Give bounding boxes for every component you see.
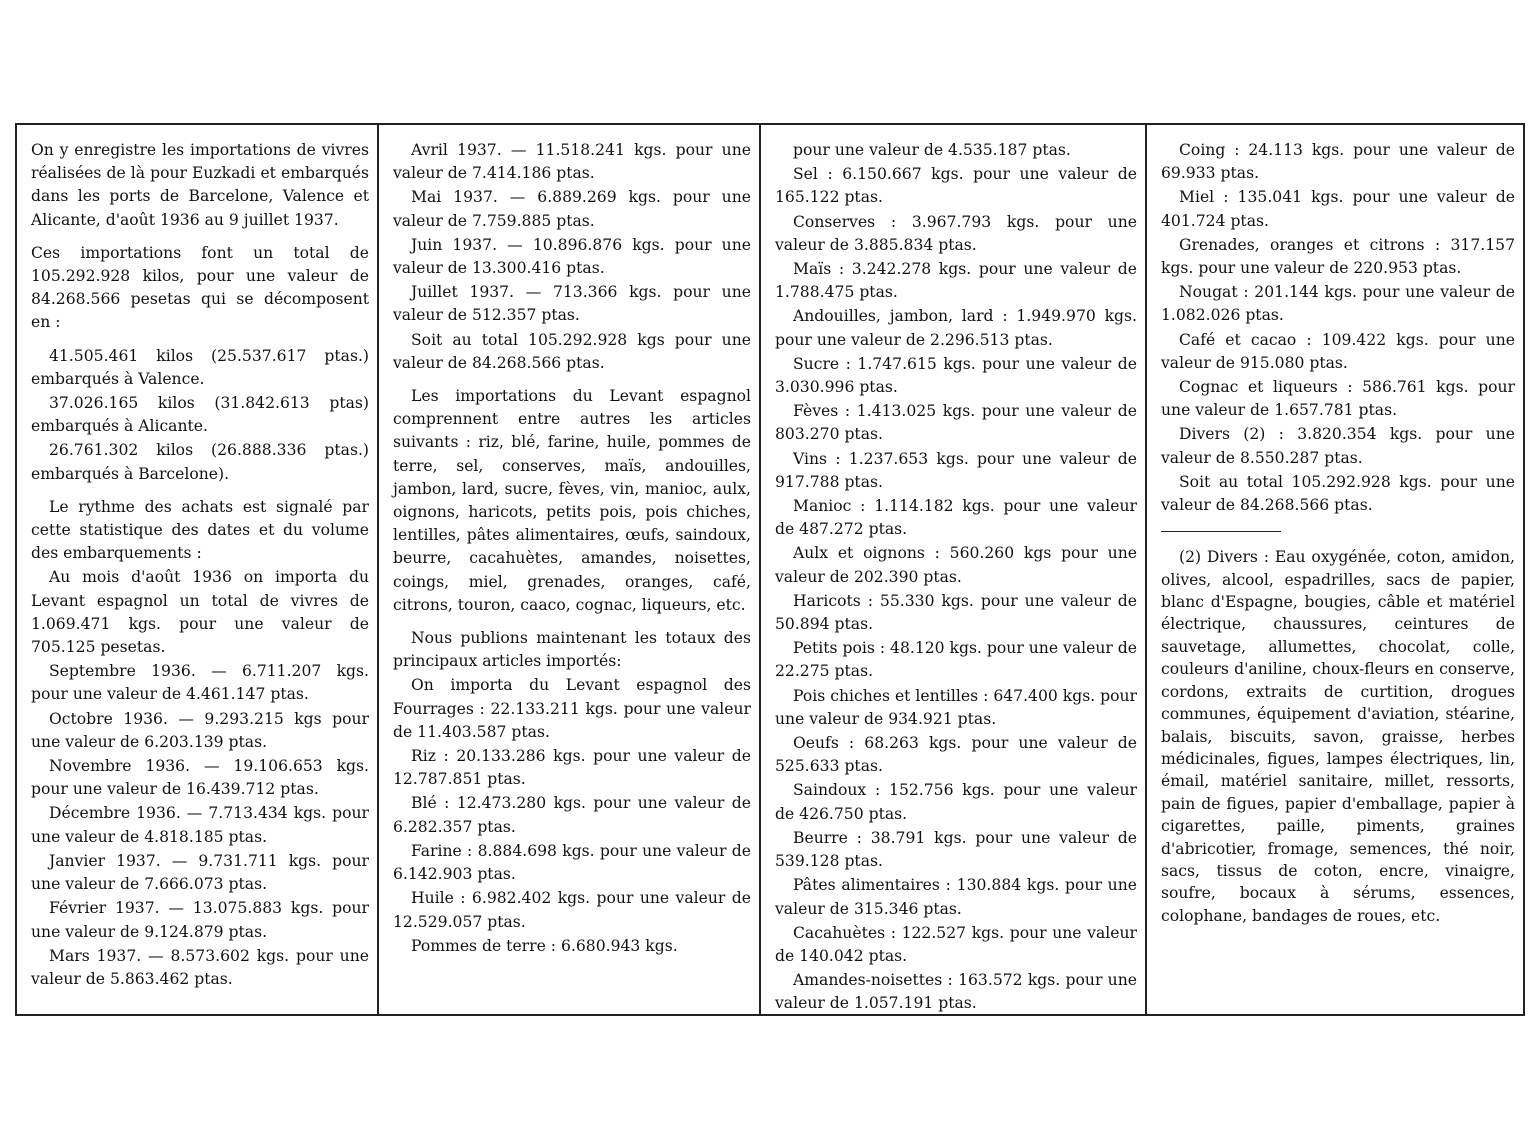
- paragraph: 37.026.165 kilos (31.842.613 ptas) embarqués à Alicante.: [31, 394, 369, 436]
- paragraph: On importa du Levant espagnol des Fourrages : 22.133.211 kgs. pour une valeur de 11.403.587 ptas.: [393, 676, 751, 741]
- paragraph: Le rythme des achats est signalé par cette statistique des dates et du volume des embarquements :: [31, 497, 369, 563]
- paragraph: Farine : 8.884.698 kgs. pour une valeur de 6.142.903 ptas.: [393, 841, 751, 884]
- paragraph: Miel : 135.041 kgs. pour une valeur de 401.724 ptas.: [1161, 188, 1515, 230]
- paragraph: Huile : 6.982.402 kgs. pour une valeur de 12.529.057 ptas.: [393, 889, 751, 931]
- paragraph: Avril 1937. — 11.518.241 kgs. pour une valeur de 7.414.186 ptas.: [393, 141, 751, 183]
- column-2: [377, 125, 759, 1014]
- column-4: [1145, 125, 1523, 1014]
- paragraph: Septembre 1936. — 6.711.207 kgs. pour une valeur de 4.461.147 ptas.: [31, 662, 369, 704]
- paragraph: Cognac et liqueurs : 586.761 kgs. pour une valeur de 1.657.781 ptas.: [1161, 378, 1515, 420]
- paragraph: Maïs : 3.242.278 kgs. pour une valeur de 1.788.475 ptas.: [775, 260, 1137, 302]
- paragraph: Divers (2) : 3.820.354 kgs. pour une valeur de 8.550.287 ptas.: [1161, 425, 1515, 467]
- column-1: [17, 125, 377, 1014]
- statistics-table: [15, 123, 1525, 1016]
- paragraph: Novembre 1936. — 19.106.653 kgs. pour une valeur de 16.439.712 ptas.: [31, 757, 369, 799]
- paragraph: Octobre 1936. — 9.293.215 kgs pour une valeur de 6.203.139 ptas.: [31, 709, 369, 751]
- paragraph: Haricots : 55.330 kgs. pour une valeur de 50.894 ptas.: [775, 591, 1137, 634]
- paragraph: Coing : 24.113 kgs. pour une valeur de 69.933 ptas.: [1161, 141, 1515, 183]
- paragraph: Oeufs : 68.263 kgs. pour une valeur de 525.633 ptas.: [775, 734, 1137, 776]
- paragraph: Cacahuètes : 122.527 kgs. pour une valeur de 140.042 ptas.: [775, 923, 1137, 965]
- paragraph: Petits pois : 48.120 kgs. pour une valeur de 22.275 ptas.: [775, 639, 1137, 681]
- spacer: [393, 618, 751, 627]
- paragraph: Les importations du Levant espagnol comprennent entre autres les articles suivants : riz, blé, farine, huile, pommes de terre, sel, conserves, maïs, andouilles, jambon, lard, sucre, fèves, vin, manioc, aulx, oignons, haricots, petits pois, pois chiches, lentilles, pâtes alimentaires, œufs, saindoux, beurre, cacahuètes, amandes, noisettes, coings, miel, grenades, oranges, café, citrons, touron, caaco, cognac, liqueurs, etc.: [393, 387, 751, 614]
- paragraph: Riz : 20.133.286 kgs. pour une valeur de 12.787.851 ptas.: [393, 747, 751, 789]
- paragraph: Février 1937. — 13.075.883 kgs. pour une valeur de 9.124.879 ptas.: [31, 899, 369, 941]
- footnote-divider: [1161, 531, 1281, 532]
- paragraph: Saindoux : 152.756 kgs. pour une valeur de 426.750 ptas.: [775, 781, 1137, 823]
- paragraph: Nous publions maintenant les totaux des principaux articles importés:: [393, 629, 751, 671]
- paragraph: Andouilles, jambon, lard : 1.949.970 kgs. pour une valeur de 2.296.513 ptas.: [775, 307, 1137, 349]
- paragraph: pour une valeur de 4.535.187 ptas.: [793, 141, 1071, 159]
- paragraph: Mars 1937. — 8.573.602 kgs. pour une valeur de 5.863.462 ptas.: [31, 946, 369, 988]
- paragraph: Blé : 12.473.280 kgs. pour une valeur de 6.282.357 ptas.: [393, 794, 751, 836]
- footnote: (2) Divers : Eau oxygénée, coton, amidon, olives, alcool, espadrilles, sacs de papier, blanc d'Espagne, bougies, câble et matériel électrique, chaussures, ceintures de sauvetage, allumettes, chocolat, colle, couleurs d'aniline, choux-fleurs en conserve, cordons, extraits de curtition, drogues communes, équipement d'aviation, stéarine, balais, biscuits, savon, graisse, herbes médicinales, figues, lampes électriques, lin, émail, matériel sanitaire, millet, ressorts, pain de figues, papier d'emballage, papier à cigarettes, paille, piments, graines d'abricotier, fromage, semences, thé noir, sacs, tissus de coton, encre, vinaigre, soufre, bocaux à sérums, essences, colophane, bandages de roues, etc.: [1161, 548, 1515, 925]
- paragraph: Sel : 6.150.667 kgs. pour une valeur de 165.122 ptas.: [775, 165, 1137, 207]
- paragraph: 26.761.302 kilos (26.888.336 ptas.) embarqués à Barcelone).: [31, 441, 369, 483]
- paragraph: Soit au total 105.292.928 kgs pour une valeur de 84.268.566 ptas.: [393, 330, 751, 372]
- paragraph: Soit au total 105.292.928 kgs. pour une valeur de 84.268.566 ptas.: [1161, 472, 1515, 515]
- column-3: [759, 125, 1145, 1014]
- paragraph: Ces importations font un total de 105.292.928 kilos, pour une valeur de 84.268.566 pesetas qui se décomposent en :: [31, 243, 369, 332]
- paragraph: Juin 1937. — 10.896.876 kgs. pour une valeur de 13.300.416 ptas.: [393, 235, 751, 278]
- spacer: [31, 487, 369, 496]
- paragraph: Juillet 1937. — 713.366 kgs. pour une valeur de 512.357 ptas.: [393, 283, 751, 325]
- paragraph: On y enregistre les importations de vivres réalisées de là pour Euzkadi et embarqués dans les ports de Barcelone, Valence et Alicante, d'août 1936 au 9 juillet 1937.: [31, 141, 369, 229]
- paragraph: Mai 1937. — 6.889.269 kgs. pour une valeur de 7.759.885 ptas.: [393, 188, 751, 230]
- paragraph: Aulx et oignons : 560.260 kgs pour une valeur de 202.390 ptas.: [775, 544, 1137, 586]
- paragraph: Pommes de terre : 6.680.943 kgs.: [411, 936, 678, 955]
- paragraph: Amandes-noisettes : 163.572 kgs. pour une valeur de 1.057.191 ptas.: [775, 971, 1137, 1013]
- paragraph: Manioc : 1.114.182 kgs. pour une valeur de 487.272 ptas.: [775, 497, 1137, 539]
- paragraph: Décembre 1936. — 7.713.434 kgs. pour une valeur de 4.818.185 ptas.: [31, 804, 369, 846]
- paragraph: Pâtes alimentaires : 130.884 kgs. pour une valeur de 315.346 ptas.: [775, 876, 1137, 918]
- paragraph: Nougat : 201.144 kgs. pour une valeur de 1.082.026 ptas.: [1161, 283, 1515, 325]
- spacer: [393, 376, 751, 385]
- paragraph: 41.505.461 kilos (25.537.617 ptas.) embarqués à Valence.: [31, 346, 369, 388]
- paragraph: Vins : 1.237.653 kgs. pour une valeur de 917.788 ptas.: [775, 449, 1137, 491]
- paragraph: Conserves : 3.967.793 kgs. pour une valeur de 3.885.834 ptas.: [775, 212, 1137, 254]
- paragraph: Sucre : 1.747.615 kgs. pour une valeur de 3.030.996 ptas.: [775, 354, 1137, 397]
- paragraph: Grenades, oranges et citrons : 317.157 kgs. pour une valeur de 220.953 ptas.: [1161, 235, 1515, 278]
- paragraph: Pois chiches et lentilles : 647.400 kgs. pour une valeur de 934.921 ptas.: [775, 686, 1137, 728]
- paragraph: Fèves : 1.413.025 kgs. pour une valeur de 803.270 ptas.: [775, 402, 1137, 444]
- paragraph: Au mois d'août 1936 on importa du Levant espagnol un total de vivres de 1.069.471 kgs. pour une valeur de 705.125 pesetas.: [31, 568, 369, 657]
- paragraph: Café et cacao : 109.422 kgs. pour une valeur de 915.080 ptas.: [1161, 330, 1515, 372]
- paragraph: Beurre : 38.791 kgs. pour une valeur de 539.128 ptas.: [775, 828, 1137, 871]
- paragraph: Janvier 1937. — 9.731.711 kgs. pour une valeur de 7.666.073 ptas.: [31, 851, 369, 894]
